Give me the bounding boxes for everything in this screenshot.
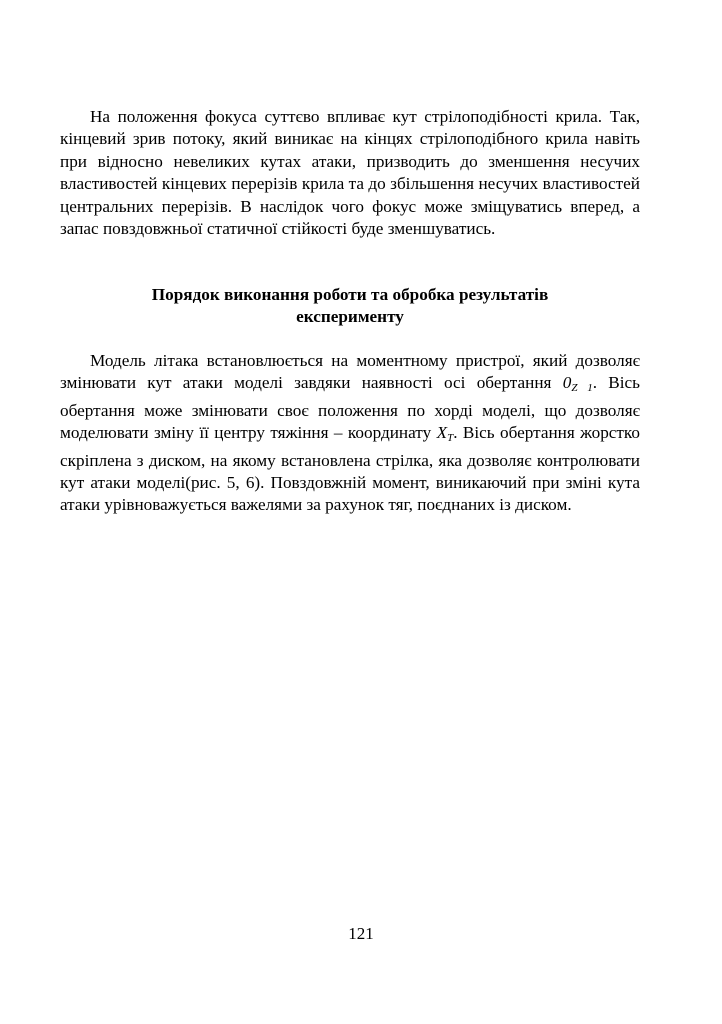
- paragraph-2-part-3: . Вісь обертання жорстко скріплена з диском, на якому встановлена стрілка, яка дозволяє контролювати кут атаки моделі(рис. 5, 6). Повздовжній момент, виникаючий при зміні кута атаки урівноважується важелями за рахунок тяг, поєднаних із диском.: [60, 423, 640, 515]
- coordinate-symbol-subscript: T: [447, 432, 454, 445]
- section-heading-line-2: експерименту: [296, 307, 404, 326]
- paragraph-2-part-1: Модель літака встановлюється на моментному пристрої, який дозволяє змінювати кут атаки моделі завдяки наявності осі обертання: [60, 351, 640, 393]
- page-number: 121: [348, 924, 374, 943]
- section-heading-line-1: Порядок виконання роботи та обробка результатів: [151, 285, 549, 304]
- paragraph-2-part-2: . Вісь обертання може змінювати своє положення по хорді моделі, що дозволяє моделювати зміну її центру тяжіння – координату: [60, 373, 640, 443]
- coordinate-symbol: X: [436, 423, 448, 443]
- paragraph-model-setup: [60, 350, 640, 517]
- axis-symbol-subscript: Z 1: [571, 382, 593, 395]
- section-heading: [60, 284, 640, 328]
- axis-symbol: 0: [562, 373, 572, 393]
- paragraph-focus-position: На положення фокуса суттєво впливає кут стрілоподібності крила. Так, кінцевий зрив потоку, який виникає на кінцях стрілоподібного крила навіть при відносно невеликих кутах атаки, призводить до зменшення несучих властивостей кінцевих перерізів крила та до збільшення несучих властивостей центральних перерізів. В наслідок чого фокус може зміщуватись вперед, а запас повздовжньої статичної стійкості буде зменшуватись.: [60, 107, 640, 239]
